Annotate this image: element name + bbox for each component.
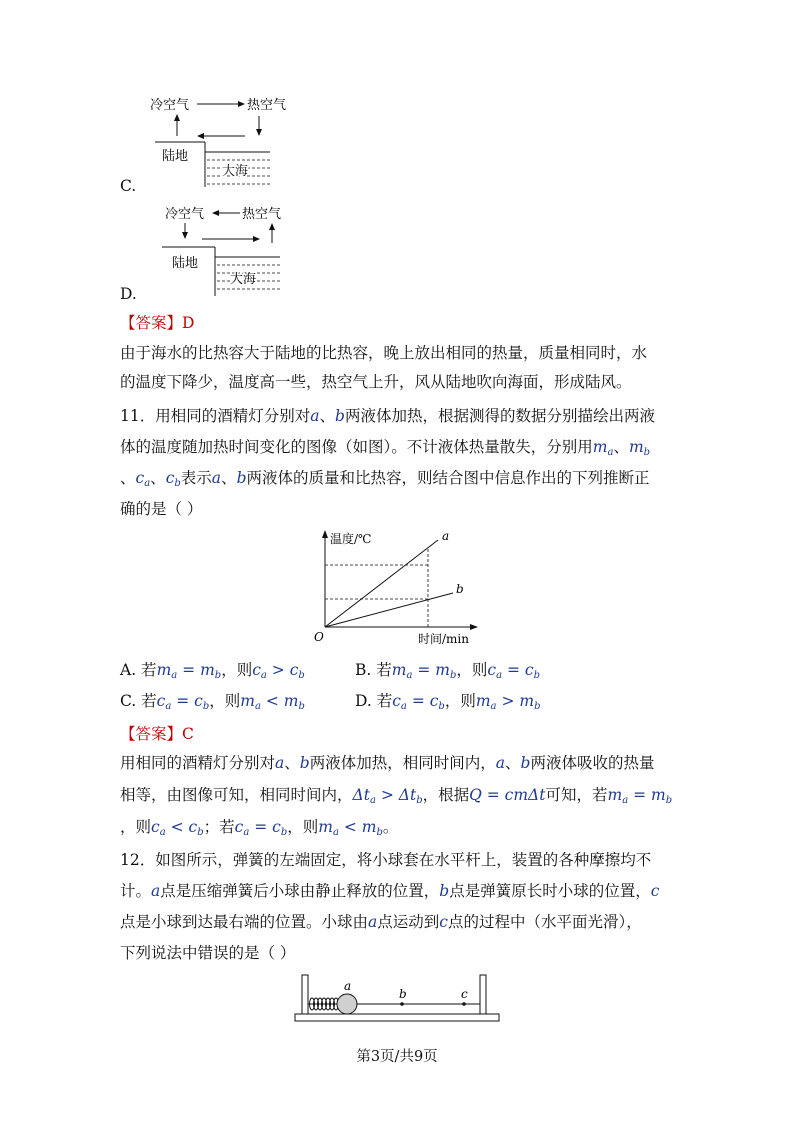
point-b-label: b xyxy=(399,987,407,1001)
q11-explanation-line-3: ，则$c_a < c_b$；若$c_a = c_b$，则$m_a < m_b$。 xyxy=(120,818,399,838)
q12-stem-line-4: 下列说法中错误的是（ ） xyxy=(120,944,296,962)
point-c-label: c xyxy=(461,987,468,1001)
sea-label: 大海 xyxy=(230,272,257,287)
temperature-time-graph xyxy=(310,527,485,647)
answer-tag: 【答案】 xyxy=(120,314,183,332)
point-c xyxy=(462,1002,466,1006)
q11-stem-line-1: 11．用相同的酒精灯分别对a、b两液体加热，根据测得的数据分别描绘出两液 xyxy=(120,407,655,425)
answer-line-q11 xyxy=(120,722,194,744)
option-c-label: C. xyxy=(120,177,137,195)
option-d[interactable]: D. 若$c_a = c_b$，则$m_a > m_b$ xyxy=(355,692,541,712)
answer-value: C xyxy=(182,725,194,743)
hot-air-label: 热空气 xyxy=(247,98,287,113)
y-axis-label: 温度/℃ xyxy=(330,532,372,546)
origin-label: O xyxy=(314,630,324,644)
q11-stem-line-2: 体的温度随加热时间变化的图像（如图）。不计液体热量散失，分别用$m_a$、$m_b$ xyxy=(120,438,651,458)
sea-label: 大海 xyxy=(222,164,249,179)
q11-explanation-line-2: 相等，由图像可知，相同时间内，$\Delta t_a > \Delta t_b$，根据Q = cmΔt可知，若$m_a = m_b$ xyxy=(120,786,673,806)
answer-tag: 【答案】 xyxy=(120,725,183,743)
question-number: 12． xyxy=(120,851,156,869)
point-b xyxy=(400,1002,404,1006)
line-a-label: a xyxy=(442,529,450,543)
x-axis-label: 时间/min xyxy=(418,632,469,646)
option-d-label: D. xyxy=(120,285,137,303)
answer-value: D xyxy=(182,314,195,332)
land-sea-diagram-d xyxy=(160,203,295,298)
q12-stem-line-2: 计。a点是压缩弹簧后小球由静止释放的位置，b点是弹簧原长时小球的位置，c xyxy=(120,882,660,900)
q12-stem-line-3: 点是小球到达最右端的位置。小球由a点运动到c点的过程中（水平面光滑）， xyxy=(120,913,642,931)
q11-explanation-line-1: 用相同的酒精灯分别对a、b两液体加热，相同时间内，a、b两液体吸收的热量 xyxy=(120,754,655,772)
cold-air-label: 冷空气 xyxy=(165,207,205,222)
page-footer: 第3页/共9页 xyxy=(356,1049,438,1065)
q11-stem-line-3: 、$c_a$、$c_b$表示a、b两液体的质量和比热容，则结合图中信息作出的下列推断正 xyxy=(120,469,650,489)
question-number: 11． xyxy=(120,407,156,425)
q12-stem-line-1: 12．如图所示，弹簧的左端固定，将小球套在水平杆上，装置的各种摩擦均不 xyxy=(120,851,652,869)
option-b[interactable]: B. 若$m_a = m_b$，则$c_a = c_b$ xyxy=(355,661,540,681)
q11-stem-line-4: 确的是（ ） xyxy=(120,500,203,518)
explanation-line: 由于海水的比热容大于陆地的比热容，晚上放出相同的热量，质量相同时，水 xyxy=(120,344,648,362)
answer-line-q10 xyxy=(120,311,194,333)
explanation-line: 的温度下降少，温度高一些，热空气上升，风从陆地吹向海面，形成陆风。 xyxy=(120,373,632,391)
hot-air-label: 热空气 xyxy=(242,207,282,222)
ball xyxy=(337,994,357,1014)
point-a-label: a xyxy=(344,979,352,993)
land-label: 陆地 xyxy=(162,149,189,164)
land-label: 陆地 xyxy=(172,256,199,271)
cold-air-label: 冷空气 xyxy=(150,98,190,113)
line-b-label: b xyxy=(456,582,464,596)
option-a[interactable]: A. 若$m_a = m_b$，则$c_a > c_b$ xyxy=(120,661,305,681)
option-c[interactable]: C. 若$c_a = c_b$，则$m_a < m_b$ xyxy=(120,692,305,712)
spring-ball-apparatus xyxy=(292,970,502,1028)
land-sea-diagram-c xyxy=(145,92,287,192)
